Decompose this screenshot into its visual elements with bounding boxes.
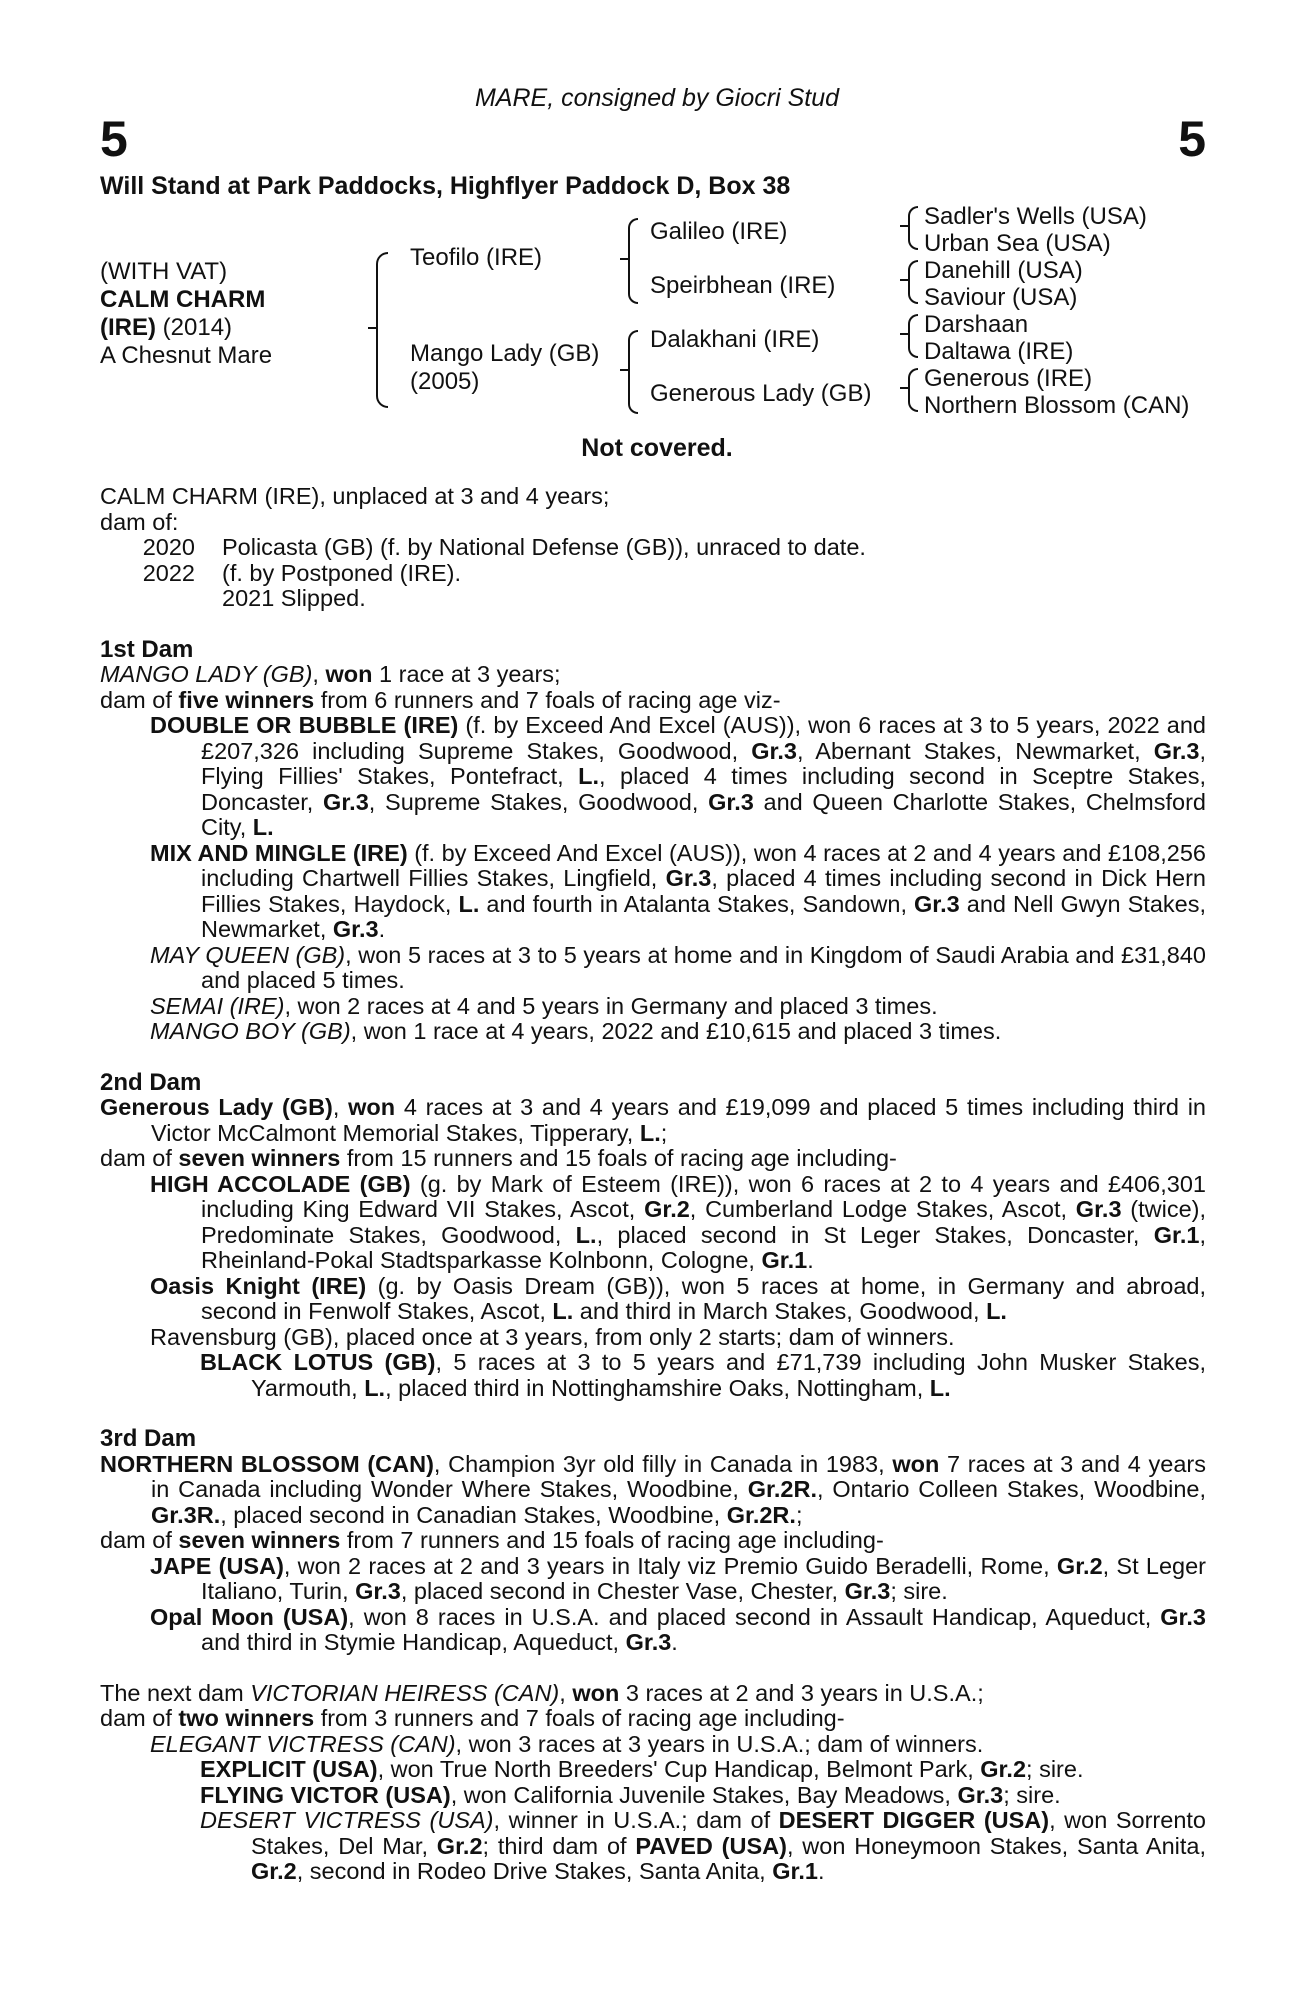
text: , won 1 race at 4 years, 2022 and £10,615 and placed 3 times. <box>350 1018 1002 1044</box>
grade: Gr.2 <box>980 1756 1027 1782</box>
text: , placed third in Nottinghamshire Oaks, Nottingham, <box>385 1374 930 1401</box>
third-dam-name: NORTHERN BLOSSOM (CAN) <box>100 1450 434 1477</box>
gg-dam-dam-sire: Generous (IRE) <box>924 365 1093 392</box>
winners-count: two winners <box>178 1705 315 1731</box>
first-dam-name: MANGO LADY (GB) <box>100 661 313 687</box>
text: , winner in U.S.A.; dam of <box>493 1807 779 1833</box>
text: , won 2 races at 4 and 5 years in Germany and placed 3 times. <box>284 992 938 1019</box>
text: , placed 4 times including second in Dick Hern Fillies Stakes, Haydock, <box>201 865 1206 917</box>
grade: Gr.3 <box>332 916 379 942</box>
pedigree-brace-sd-point <box>900 279 910 281</box>
dam: Mango Lady (GB) <box>410 340 600 367</box>
progeny-entry <box>100 1554 1206 1605</box>
next-dam-record: The next dam VICTORIAN HEIRESS (CAN), won 3 races at 2 and 3 years in U.S.A.; <box>100 1679 984 1706</box>
text: from 3 runners and 7 foals of racing age including- <box>314 1705 845 1731</box>
horse-identity <box>100 258 272 370</box>
pedigree-brace-dam-point <box>620 369 630 371</box>
progeny-name: SEMAI (IRE) <box>150 992 285 1019</box>
grade: Gr.3 <box>323 788 369 815</box>
gg-dam-sire-sire: Darshaan <box>924 311 1029 338</box>
text: , Supreme Stakes, Goodwood, <box>368 788 709 815</box>
third-dam-record <box>100 1452 1206 1529</box>
horse-description: A Chesnut Mare <box>100 342 273 369</box>
second-dam-dam-of <box>100 1146 1206 1172</box>
won-label: won <box>892 1450 940 1477</box>
pedigree-brace-sire-point <box>620 258 630 260</box>
progeny-entry <box>100 1757 1206 1783</box>
produce-item <box>100 586 1206 612</box>
produce-dam-of: dam of: <box>100 508 179 535</box>
next-dam-name: VICTORIAN HEIRESS (CAN) <box>250 1679 560 1706</box>
first-dam-record: MANGO LADY (GB), won 1 race at 3 years; <box>100 661 561 687</box>
text: , placed second in St Leger Stakes, Doncaster, <box>596 1221 1154 1248</box>
text: , won 2 races at 2 and 3 years in Italy viz Premio Guido Beradelli, Rome, <box>283 1552 1057 1579</box>
grade: Gr.3 <box>355 1578 401 1604</box>
grade: Gr.1 <box>761 1247 808 1273</box>
progeny-name: DESERT VICTRESS (USA) <box>200 1807 494 1833</box>
grade: Gr.3 <box>844 1578 891 1604</box>
progeny-name: BLACK LOTUS (GB) <box>200 1349 436 1375</box>
winners-count: seven winners <box>178 1145 341 1171</box>
text: , Rheinland-Pokal Stadtsparkasse Kolnbonn, Cologne, <box>201 1221 1206 1273</box>
grade: L. <box>929 1374 951 1401</box>
text: dam of <box>100 686 179 713</box>
catalogue-body <box>100 484 1206 1885</box>
dam-dam: Generous Lady (GB) <box>650 380 872 407</box>
next-dam-dam-of <box>100 1706 1206 1732</box>
gg-sire-dam-dam: Saviour (USA) <box>924 284 1078 311</box>
gg-sire-dam-sire: Danehill (USA) <box>924 257 1083 284</box>
grade: Gr.3R. <box>151 1501 221 1528</box>
text: The next dam <box>100 1679 251 1706</box>
text: , Ontario Colleen Stakes, Woodbine, <box>816 1476 1206 1502</box>
record-text: 7 races at 3 and 4 years in Canada including Wonder Where Stakes, Woodbine, <box>151 1450 1207 1502</box>
progeny-entry <box>100 1732 1206 1758</box>
pedigree-brace-ss <box>908 206 918 250</box>
progeny-name: PAVED (USA) <box>635 1832 787 1859</box>
pedigree-brace-ds-point <box>900 333 910 335</box>
grade: Gr.1 <box>772 1858 818 1884</box>
text: and Queen Charlotte Stakes, Chelmsford City, <box>201 788 1206 840</box>
second-dam-record: Generous Lady (GB), won 4 races at 3 and 4 years and £19,099 and placed 5 times including third in Victor McCalmont Memorial Stakes, Tipperary, L.; <box>100 1094 1206 1146</box>
grade: L. <box>578 763 600 789</box>
pedigree-brace-gen1 <box>376 252 388 408</box>
pedigree-brace-sire <box>628 218 638 304</box>
text: , placed 4 times including second in Sceptre Stakes, Doncaster, <box>201 763 1206 815</box>
grade: Gr.2 <box>1056 1552 1103 1579</box>
grade: Gr.3 <box>1153 737 1200 764</box>
third-dam-heading: 3rd Dam <box>100 1425 197 1452</box>
text: , won 8 races in U.S.A. and placed second in Assault Handicap, Aqueduct, <box>348 1603 1161 1630</box>
grade: L. <box>252 814 274 840</box>
grade: Gr.2R. <box>747 1476 817 1502</box>
horse-origin: (IRE) <box>100 314 156 341</box>
horse-year: (2014) <box>156 314 233 341</box>
progeny-entry <box>100 1350 1206 1401</box>
produce-item <box>100 561 1206 587</box>
text: , won California Juvenile Stakes, Bay Meadows, <box>450 1781 958 1808</box>
vat-note: (WITH VAT) <box>100 258 228 285</box>
grade: L. <box>575 1221 597 1248</box>
lot-number-right: 5 <box>1178 111 1206 167</box>
produce-item <box>100 535 1206 561</box>
text: (g. by Mark of Esteem (IRE)), won 6 races at 2 to 4 years and £406,301 including King Edward VII Stakes, Ascot, <box>201 1170 1206 1222</box>
text: ; third dam of <box>482 1832 636 1859</box>
progeny-entry <box>100 1274 1206 1325</box>
horse-name: CALM CHARM <box>100 286 266 313</box>
grade: L. <box>552 1298 574 1324</box>
progeny-name: MANGO BOY (GB) <box>150 1018 351 1044</box>
text: , St Leger Italiano, Turin, <box>201 1552 1206 1604</box>
grade: Gr.3 <box>1075 1196 1122 1222</box>
text: ; sire. <box>1026 1756 1084 1782</box>
grade: Gr.1 <box>1153 1221 1200 1248</box>
grade: Gr.3 <box>625 1629 672 1655</box>
pedigree-brace-gen1-point <box>368 327 378 329</box>
lot-number-left: 5 <box>100 111 128 167</box>
second-dam-heading: 2nd Dam <box>100 1068 202 1096</box>
text: (twice), Predominate Stakes, Goodwood, <box>201 1196 1206 1248</box>
sire: Teofilo (IRE) <box>410 244 543 271</box>
progeny-name: EXPLICIT (USA) <box>200 1756 378 1782</box>
progeny-name: HIGH ACCOLADE (GB) <box>150 1170 411 1197</box>
text: , won True North Breeders' Cup Handicap, Belmont Park, <box>377 1756 981 1782</box>
record-text: 3 races at 2 and 3 years in U.S.A.; <box>619 1679 984 1706</box>
text: and fourth in Atalanta Stakes, Sandown, <box>479 890 915 917</box>
grade: Gr.2 <box>251 1858 297 1884</box>
horse-name-line2 <box>100 314 272 342</box>
text: ; <box>795 1501 803 1528</box>
text: dam of <box>100 1527 179 1553</box>
progeny-name: MIX AND MINGLE (IRE) <box>150 839 408 866</box>
text: and third in Stymie Handicap, Aqueduct, <box>201 1629 626 1655</box>
text: (f. by Exceed And Excel (AUS)), won 4 races at 2 and 4 years and £108,256 including Chartwell Fillies Stakes, Lingfield, <box>201 839 1206 891</box>
third-dam-dam-of <box>100 1528 1206 1554</box>
text: and Nell Gwyn Stakes, Newmarket, <box>201 890 1207 942</box>
won-label: won <box>348 1094 396 1120</box>
grade: Gr.3 <box>1160 1603 1206 1630</box>
progeny-entry <box>100 1019 1206 1045</box>
first-dam-dam-of <box>100 688 1206 714</box>
text: , won 3 races at 3 years in U.S.A.; dam of winners. <box>455 1730 984 1757</box>
text: from 7 runners and 15 foals of racing age including- <box>340 1527 884 1553</box>
grade: Gr.2 <box>644 1196 690 1222</box>
text: , second in Rodeo Drive Stakes, Santa Anita, <box>296 1858 773 1884</box>
text: , Cumberland Lodge Stakes, Ascot, <box>689 1196 1076 1222</box>
text: from 15 runners and 15 foals of racing age including- <box>340 1145 897 1171</box>
progeny-name: DESERT DIGGER (USA) <box>778 1807 1050 1833</box>
grade: Gr.2R. <box>726 1501 796 1528</box>
sire-sire: Galileo (IRE) <box>650 218 788 245</box>
won-label: won <box>325 661 373 687</box>
won-label: won <box>572 1679 620 1706</box>
gg-dam-dam-dam: Northern Blossom (CAN) <box>924 392 1190 419</box>
text: , Champion 3yr old filly in Canada in 1983, <box>433 1450 893 1477</box>
progeny-name: ELEGANT VICTRESS (CAN) <box>150 1730 456 1757</box>
sire-dam: Speirbhean (IRE) <box>650 272 836 299</box>
grade: L. <box>639 1119 661 1146</box>
record-text: 4 races at 3 and 4 years and £19,099 and placed 5 times including third in Victor McCalmont Memorial Stakes, Tipperary, <box>151 1094 1206 1146</box>
progeny-entry <box>100 1783 1206 1809</box>
text: , Flying Fillies' Stakes, Pontefract, <box>201 737 1206 789</box>
text: (f. by Exceed And Excel (AUS)), won 6 races at 3 to 5 years, 2022 and £207,326 including Supreme Stakes, Goodwood, <box>201 712 1206 764</box>
progeny-entry <box>100 994 1206 1020</box>
winners-count: five winners <box>178 686 315 713</box>
produce-year: 2020 <box>142 534 195 560</box>
second-dam-name: Generous Lady (GB) <box>100 1094 333 1120</box>
text: ; <box>660 1119 668 1146</box>
text: , won Sorrento Stakes, Del Mar, <box>251 1807 1206 1859</box>
grade: Gr.3 <box>751 737 797 764</box>
text: from 6 runners and 7 foals of racing age viz- <box>314 686 781 713</box>
text: dam of <box>100 1145 179 1171</box>
text: (g. by Oasis Dream (GB)), won 5 races at home, in Germany and abroad, second in Fenwolf Stakes, Ascot, <box>201 1272 1206 1324</box>
covering-status: Not covered. <box>581 434 733 462</box>
progeny-entry: DESERT VICTRESS (USA), winner in U.S.A.; dam of DESERT DIGGER (USA), won Sorrento Stakes, Del Mar, Gr.2; third dam of PAVED (USA), won Honeymoon Stakes, Santa Anita, Gr.2, second in Rodeo Drive Stakes, Santa Anita, Gr.1. <box>200 1807 1206 1884</box>
pedigree-brace-dam <box>628 330 638 414</box>
pedigree-brace-dd-point <box>900 387 910 389</box>
text: and third in March Stakes, Goodwood, <box>573 1298 987 1324</box>
progeny-name: Opal Moon (USA) <box>150 1603 349 1630</box>
grade: L. <box>986 1298 1007 1324</box>
gg-sire-sire-dam: Urban Sea (USA) <box>924 230 1111 257</box>
produce-text: 2021 Slipped. <box>222 585 366 611</box>
dam-sire: Dalakhani (IRE) <box>650 326 820 353</box>
pedigree-brace-dd <box>908 368 918 412</box>
text: dam of <box>100 1705 179 1731</box>
text: ; sire. <box>1003 1781 1061 1808</box>
produce-intro: CALM CHARM (IRE), unplaced at 3 and 4 years; <box>100 483 610 509</box>
text: , Abernant Stakes, Newmarket, <box>796 737 1154 764</box>
text: ; sire. <box>890 1578 948 1604</box>
produce-text: (f. by Postponed (IRE). <box>222 559 462 586</box>
gg-dam-sire-dam: Daltawa (IRE) <box>924 338 1074 365</box>
progeny-name: JAPE (USA) <box>150 1552 284 1579</box>
record-text: 1 race at 3 years; <box>372 661 561 687</box>
grade: L. <box>364 1374 386 1401</box>
progeny-entry <box>100 713 1206 841</box>
grade: Gr.3 <box>665 865 712 891</box>
progeny-name: MAY QUEEN (GB) <box>150 941 346 968</box>
text: , placed second in Chester Vase, Chester, <box>400 1578 845 1604</box>
progeny-entry: Ravensburg (GB), placed once at 3 years, from only 2 starts; dam of winners. <box>150 1323 955 1350</box>
progeny-name: FLYING VICTOR (USA) <box>200 1781 451 1808</box>
page-subtitle: MARE, consigned by Giocri Stud <box>474 84 840 112</box>
progeny-name: DOUBLE OR BUBBLE (IRE) <box>150 712 459 738</box>
pedigree-brace-sd <box>908 260 918 304</box>
text: , won Honeymoon Stakes, Santa Anita, <box>786 1832 1206 1859</box>
produce-year <box>100 586 222 612</box>
produce-text: Policasta (GB) (f. by National Defense (GB)), unraced to date. <box>222 534 866 560</box>
progeny-entry: HIGH ACCOLADE (GB) (g. by Mark of Esteem (IRE)), won 6 races at 2 to 4 years and £406,301 including King Edward VII Stakes, Ascot, Gr.2, Cumberland Lodge Stakes, Ascot, Gr.3 (twice), Predominate Stakes, Goodwood, L., placed second in St Leger Stakes, Doncaster, Gr.1, Rheinland-Pokal Stadtsparkasse Kolnbonn, Cologne, Gr.1. <box>150 1170 1206 1273</box>
first-dam-heading: 1st Dam <box>100 635 194 663</box>
dam-year: (2005) <box>410 368 480 395</box>
grade: L. <box>458 890 480 917</box>
progeny-name: Oasis Knight (IRE) <box>150 1272 367 1299</box>
text: , won 5 races at 3 to 5 years at home and in Kingdom of Saudi Arabia and £31,840 and placed 5 times. <box>201 941 1206 993</box>
grade: Gr.3 <box>957 1781 1004 1808</box>
progeny-entry: Opal Moon (USA), won 8 races in U.S.A. and placed second in Assault Handicap, Aqueduct, Gr.3 and third in Stymie Handicap, Aqueduct, Gr.3. <box>150 1603 1206 1655</box>
text: , placed second in Canadian Stakes, Woodbine, <box>220 1501 727 1528</box>
text: , 5 races at 3 to 5 years and £71,739 including John Musker Stakes, Yarmouth, <box>251 1349 1206 1401</box>
pedigree-brace-ds <box>908 314 918 358</box>
produce-year: 2022 <box>142 559 195 586</box>
stand-location: Will Stand at Park Paddocks, Highflyer Paddock D, Box 38 <box>100 172 791 200</box>
grade: Gr.2 <box>436 1832 483 1859</box>
winners-count: seven winners <box>178 1527 341 1553</box>
pedigree-brace-ss-point <box>900 225 910 227</box>
grade: Gr.3 <box>708 788 754 815</box>
gg-sire-sire-sire: Sadler's Wells (USA) <box>924 203 1147 230</box>
progeny-entry <box>100 943 1206 994</box>
grade: Gr.3 <box>914 890 960 917</box>
progeny-entry: MIX AND MINGLE (IRE) (f. by Exceed And Excel (AUS)), won 4 races at 2 and 4 years and £108,256 including Chartwell Fillies Stakes, Lingfield, Gr.3, placed 4 times including second in Dick Hern Fillies Stakes, Haydock, L. and fourth in Atalanta Stakes, Sandown, Gr.3 and Nell Gwyn Stakes, Newmarket, Gr.3. <box>150 839 1207 942</box>
